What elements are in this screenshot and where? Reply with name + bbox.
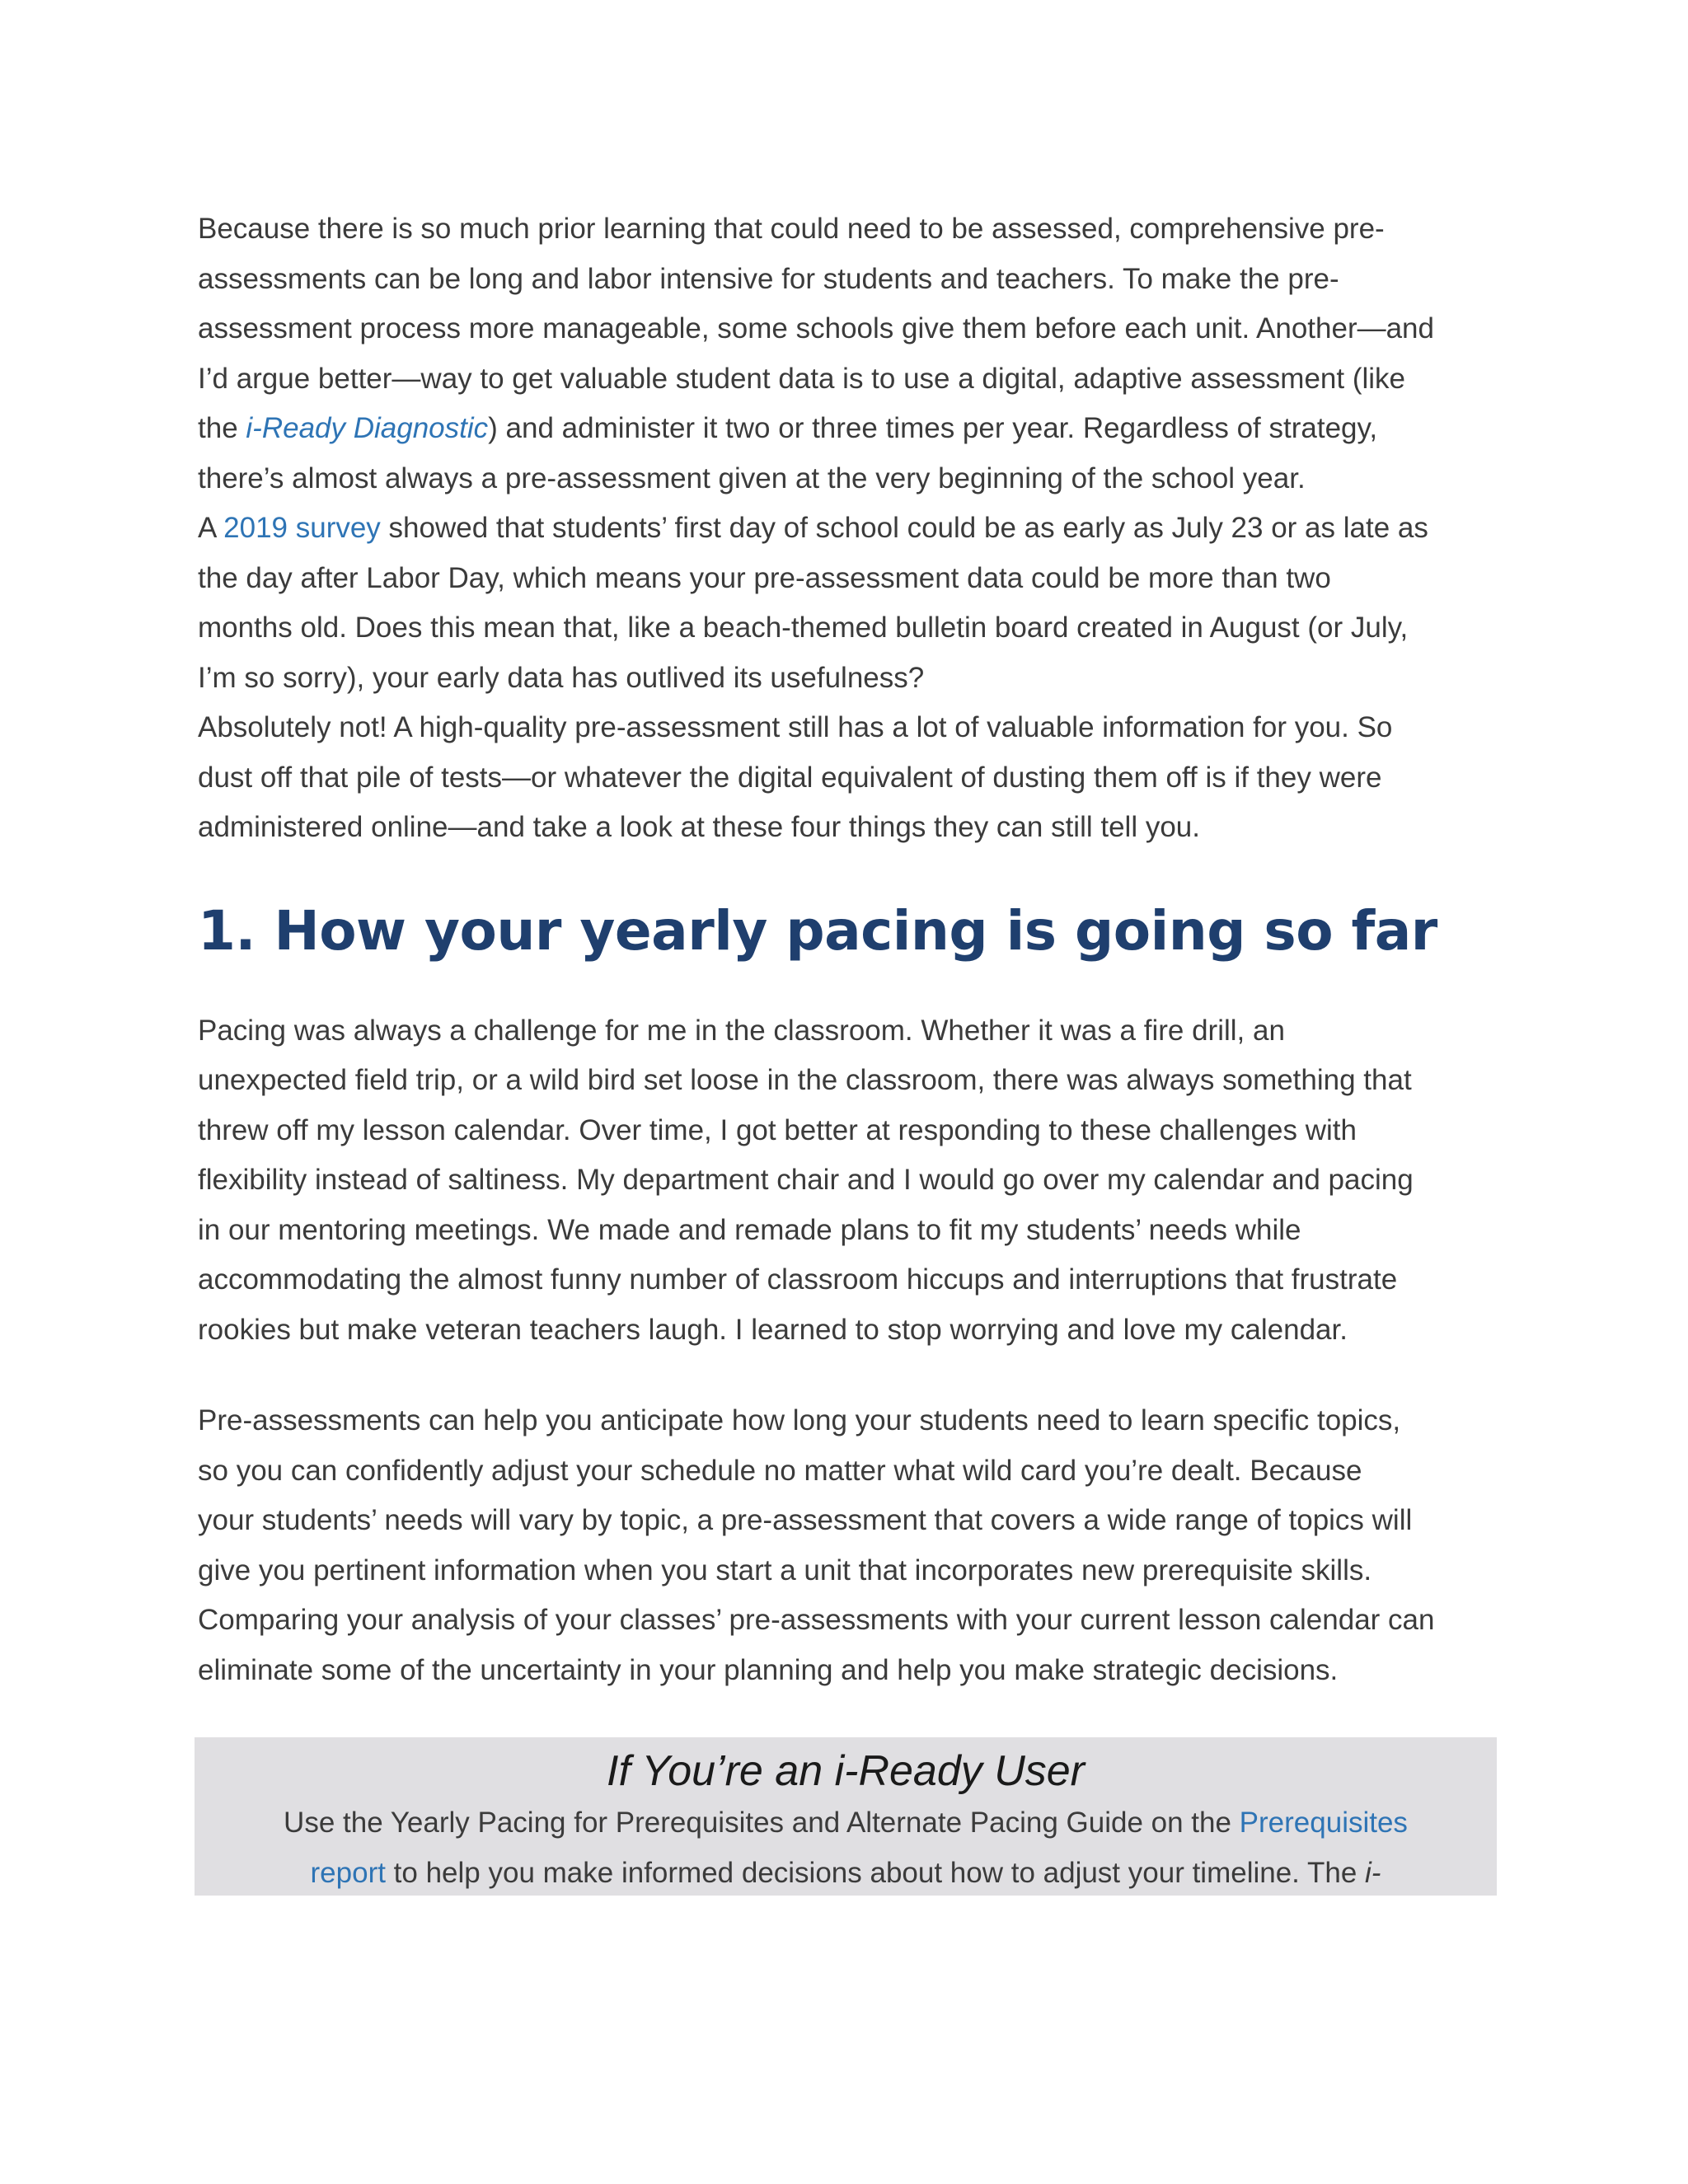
text-fragment: the [198,412,246,444]
text-fragment: Use the Yearly Pacing for Prerequisites and Alternate Pacing Guide on the [284,1807,1240,1839]
text-fragment: to help you make informed decisions about how to adjust your timeline. The [385,1856,1366,1889]
text-line: dust off that pile of tests—or whatever the digital equivalent of dusting them off is if they were [198,761,1382,794]
pacing-paragraph [198,1006,1500,1356]
prerequisites-report-link[interactable]: Prerequisites [1239,1807,1408,1839]
spacer [198,967,1500,1006]
text-line: Absolutely not! A high-quality pre-assessment still has a lot of valuable information for you. So [198,711,1393,743]
text-line: Because there is so much prior learning that could need to be assessed, comprehensive pre- [198,213,1385,245]
text-line: unexpected field trip, or a wild bird set loose in the classroom, there was always something that [198,1064,1412,1096]
text-line: in our mentoring meetings. We made and remade plans to fit my students’ needs while [198,1213,1301,1246]
text-line: Comparing your analysis of your classes’ pre-assessments with your current lesson calendar can [198,1604,1435,1636]
callout-line [195,1849,1497,1899]
text-line: I’d argue better—way to get valuable student data is to use a digital, adaptive assessment (like [198,362,1406,395]
i-ready-user-callout [195,1737,1497,1896]
text-line [198,404,1500,454]
callout-title: If You’re an i-Ready User [607,1747,1085,1795]
text-line: rookies but make veteran teachers laugh. I learned to stop worrying and love my calendar. [198,1313,1348,1346]
text-line: eliminate some of the uncertainty in your planning and help you make strategic decisions. [198,1653,1339,1686]
i-ready-diagnostic-link[interactable]: i-Ready Diagnostic [246,412,489,444]
text-line: I’m so sorry), your early data has outlived its usefulness? [198,661,925,694]
text-line: Pre-assessments can help you anticipate how long your students need to learn specific topics, [198,1404,1401,1436]
text-line: so you can confidently adjust your schedule no matter what wild card you’re dealt. Because [198,1454,1362,1487]
text-line: there’s almost always a pre-assessment given at the very beginning of the school year. [198,462,1306,494]
callout-line [195,1798,1497,1849]
text-line: assessments can be long and labor intensive for students and teachers. To make the pre- [198,262,1339,295]
document-body [198,204,1500,1695]
text-fragment: A [198,512,224,544]
text-line: accommodating the almost funny number of classroom hiccups and interruptions that frustrate [198,1263,1398,1296]
pre-assessment-paragraph [198,1396,1500,1695]
2019-survey-link[interactable]: 2019 survey [223,512,381,544]
text-line: the day after Labor Day, which means your pre-assessment data could be more than two [198,561,1331,594]
text-line: give you pertinent information when you start a unit that incorporates new prerequisite skills. [198,1554,1372,1586]
text-line: administered online—and take a look at these four things they can still tell you. [198,811,1200,843]
text-fragment: showed that students’ first day of school could be as early as July 23 or as late as [380,512,1428,544]
text-line: threw off my lesson calendar. Over time, I got better at responding to these challenges with [198,1113,1357,1146]
intro-paragraph [198,204,1500,504]
survey-paragraph [198,504,1500,703]
text-fragment: i- [1365,1856,1381,1889]
absolutely-paragraph [198,703,1500,853]
section-heading: 1. How your yearly pacing is going so far [198,898,1437,963]
text-line: flexibility instead of saltiness. My department chair and I would go over my calendar and pacing [198,1164,1414,1196]
text-line: Pacing was always a challenge for me in the classroom. Whether it was a fire drill, an [198,1014,1285,1047]
text-line [198,504,1500,554]
text-fragment: ) and administer it two or three times per year. Regardless of strategy, [488,412,1378,444]
text-line: assessment process more manageable, some schools give them before each unit. Another—and [198,312,1434,344]
text-line: your students’ needs will vary by topic, a pre-assessment that covers a wide range of topics will [198,1504,1413,1536]
text-line: months old. Does this mean that, like a beach-themed bulletin board created in August (or July, [198,612,1409,644]
prerequisites-report-link-continued[interactable]: report [310,1856,386,1889]
spacer [198,1355,1500,1396]
